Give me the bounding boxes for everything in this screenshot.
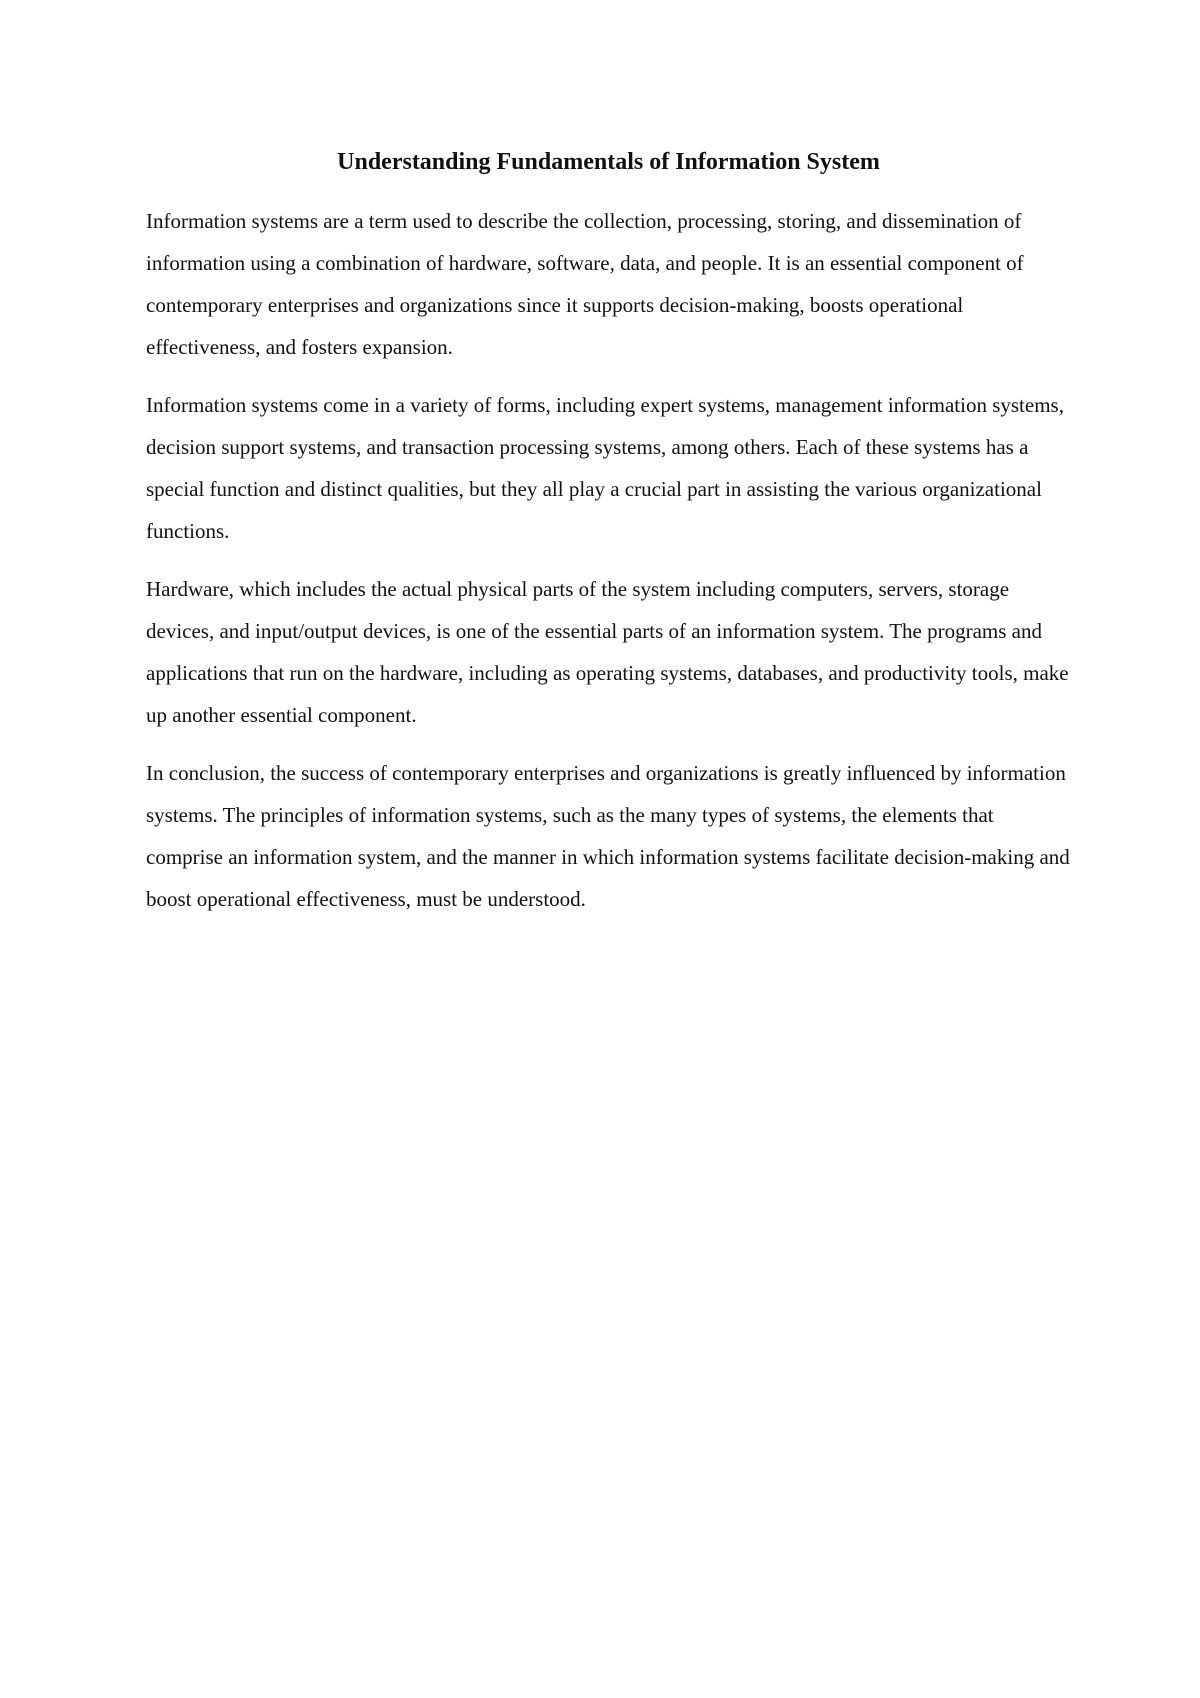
document-body [146,146,1071,936]
paragraph-hardware: Hardware, which includes the actual physical parts of the system including computers, servers, storage devices, and input/output devices, is one of the essential parts of an information system. The programs and applications that run on the hardware, including as operating systems, databases, and productivity tools, make up another essential component. [146,577,1069,727]
document-title: Understanding Fundamentals of Information System [337,149,880,175]
paragraph-intro: Information systems are a term used to describe the collection, processing, storing, and dissemination of information using a combination of hardware, software, data, and people. It is an essential component of contemporary enterprises and organizations since it supports decision-making, boosts operational effectiveness, and fosters expansion. [146,209,1024,359]
paragraph-types: Information systems come in a variety of forms, including expert systems, management information systems, decision support systems, and transaction processing systems, among others. Each of these systems has a special function and distinct qualities, but they all play a crucial part in assisting the various organizational functions. [146,393,1064,543]
paragraph-conclusion: In conclusion, the success of contemporary enterprises and organizations is greatly influenced by information systems. The principles of information systems, such as the many types of systems, the elements that comprise an information system, and the manner in which information systems facilitate decision-making and boost operational effectiveness, must be understood. [146,761,1070,911]
